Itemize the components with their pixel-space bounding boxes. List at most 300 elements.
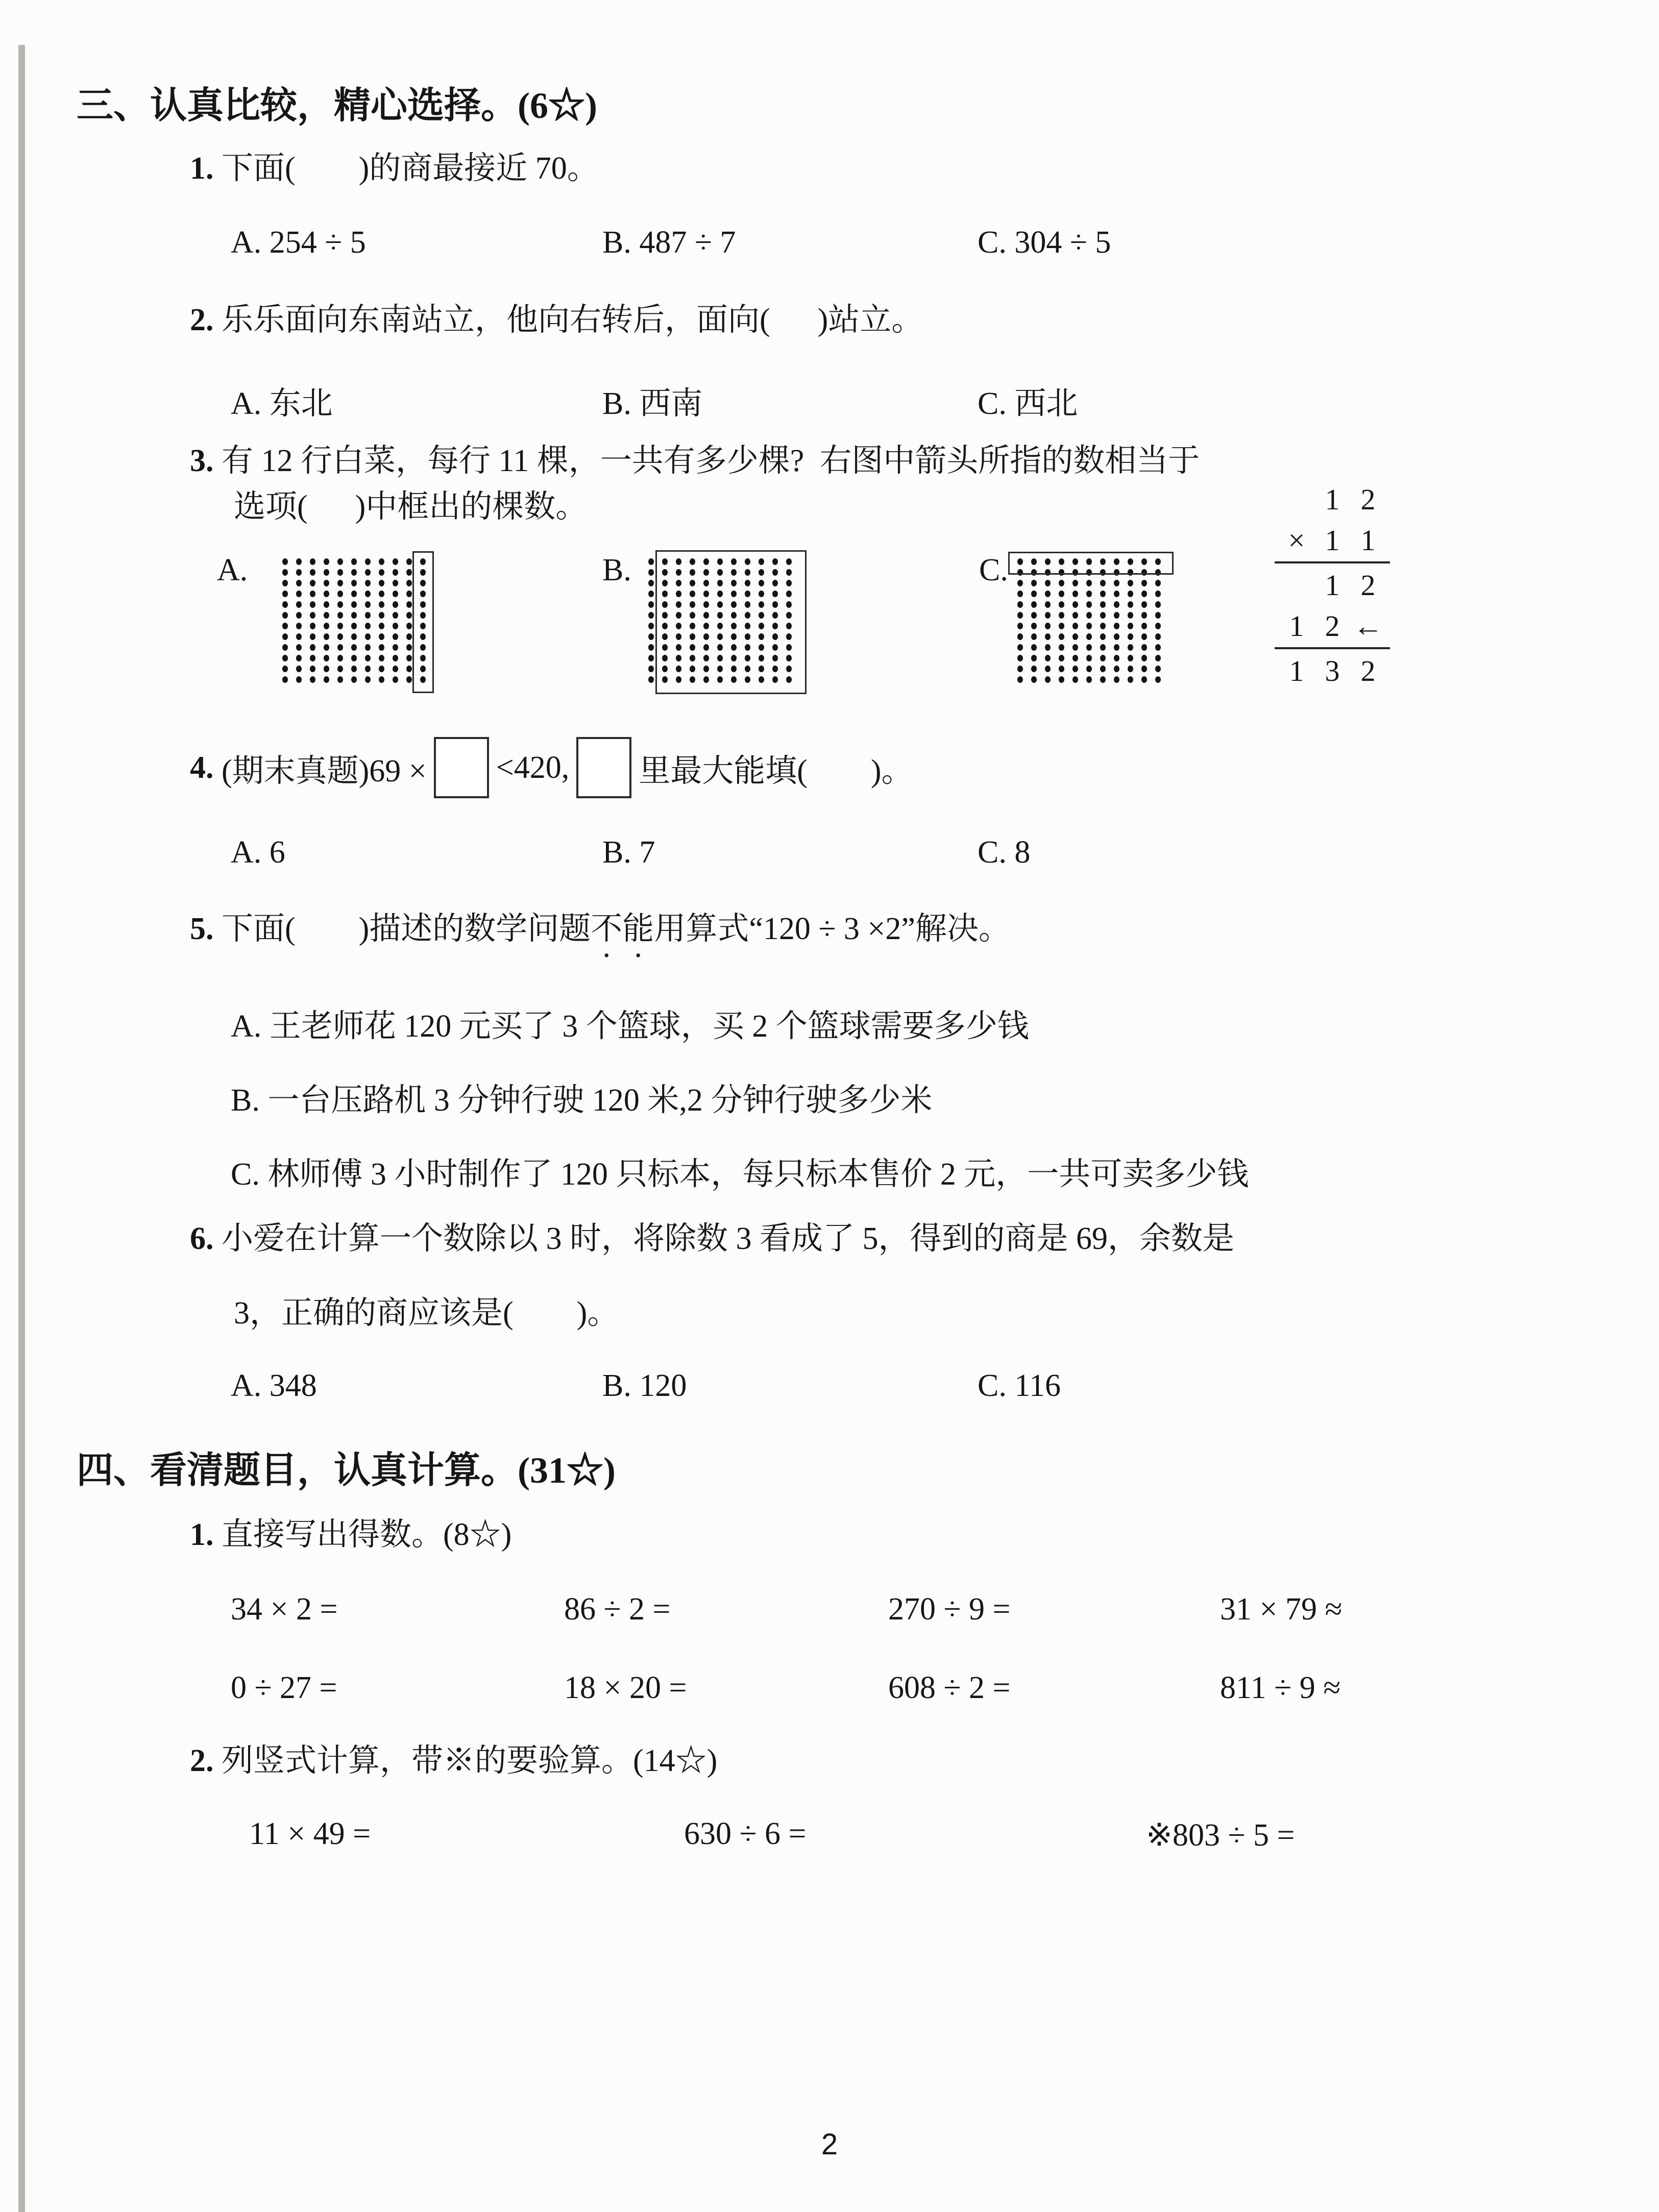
dot xyxy=(365,591,371,597)
dot xyxy=(1100,644,1106,651)
dot xyxy=(406,633,412,640)
dot xyxy=(1072,580,1078,586)
column-calc-2: 630 ÷ 6 = xyxy=(684,1816,807,1851)
dot xyxy=(296,655,302,661)
dot xyxy=(393,676,398,683)
fill-box-1 xyxy=(434,737,489,798)
dot xyxy=(1072,644,1078,651)
q6-option-c: C. 116 xyxy=(978,1368,1061,1403)
dot xyxy=(365,558,371,565)
dot xyxy=(1128,612,1133,619)
dot xyxy=(1059,633,1064,640)
dot xyxy=(1072,623,1078,629)
dot xyxy=(1086,666,1092,672)
dot xyxy=(296,633,302,640)
dot xyxy=(310,644,315,651)
question-5-number: 5. xyxy=(190,912,214,946)
dot-grid-c xyxy=(1013,556,1165,685)
dot xyxy=(351,633,357,640)
dot xyxy=(351,644,357,651)
dot xyxy=(406,655,412,661)
dot xyxy=(282,558,288,565)
q4-option-b: B. 7 xyxy=(602,835,655,870)
dot xyxy=(379,558,384,565)
q4-option-a: A. 6 xyxy=(231,835,285,870)
dot xyxy=(1017,601,1023,608)
section-three-title: 三、认真比较，精心选择。(6☆) xyxy=(77,85,597,126)
question-4-text-part1: (期末真题)69 × xyxy=(213,753,427,789)
dot xyxy=(406,623,412,629)
dot xyxy=(406,612,412,619)
dot xyxy=(1086,644,1092,651)
dot xyxy=(351,558,357,565)
dot xyxy=(1086,655,1092,661)
dot xyxy=(282,666,288,672)
dot xyxy=(1031,580,1037,586)
dot xyxy=(406,601,412,608)
dot xyxy=(1128,666,1133,672)
dot xyxy=(1155,580,1161,586)
question-3-text-line1: 有 12 行白菜，每行 11 棵，一共有多少棵? 右图中箭头所指的数相当于 xyxy=(213,444,1200,478)
dot xyxy=(310,655,315,661)
dot xyxy=(365,601,371,608)
dot xyxy=(1045,655,1051,661)
dot xyxy=(1045,580,1051,586)
dot xyxy=(1141,666,1147,672)
dot xyxy=(1114,612,1119,619)
question-3-line2: 选项( )中框出的棵数。 xyxy=(234,489,588,524)
dot xyxy=(1017,623,1023,629)
dot xyxy=(282,612,288,619)
dot xyxy=(393,633,398,640)
dot xyxy=(648,601,654,608)
mental-math-3: 270 ÷ 9 = xyxy=(888,1592,1011,1627)
dot xyxy=(1100,601,1106,608)
dot xyxy=(1072,655,1078,661)
dot xyxy=(337,612,343,619)
dot xyxy=(282,623,288,629)
dot xyxy=(310,601,315,608)
q4-option-c: C. 8 xyxy=(978,835,1031,870)
dot xyxy=(1072,612,1078,619)
q6-option-b: B. 120 xyxy=(602,1368,687,1403)
mental-math-7: 608 ÷ 2 = xyxy=(888,1670,1011,1705)
dot xyxy=(1086,612,1092,619)
dot xyxy=(1114,601,1119,608)
dot xyxy=(324,558,329,565)
question-6-line2: 3，正确的商应该是( )。 xyxy=(234,1296,619,1331)
dot xyxy=(1141,580,1147,586)
multiplication-rule-line xyxy=(1275,647,1390,649)
question-1-number: 1. xyxy=(190,151,214,186)
question-5 xyxy=(190,911,1010,964)
dot xyxy=(282,676,288,683)
dot xyxy=(1072,633,1078,640)
dot xyxy=(393,569,398,576)
multiplication-digit: 1 xyxy=(1325,482,1340,516)
dot xyxy=(1141,644,1147,651)
q2-option-c: C. 西北 xyxy=(978,386,1078,421)
section4-question-2 xyxy=(190,1743,717,1779)
multiplication-row xyxy=(1279,564,1387,605)
mental-math-1: 34 × 2 = xyxy=(231,1592,338,1627)
dot xyxy=(1031,601,1037,608)
dot xyxy=(393,580,398,586)
vertical-multiplication xyxy=(1279,479,1387,691)
dot xyxy=(1059,601,1064,608)
grid-b-label: B. xyxy=(602,553,631,587)
dot xyxy=(1141,633,1147,640)
dot xyxy=(351,623,357,629)
section-four-title: 四、看清题目，认真计算。(31☆) xyxy=(77,1450,616,1491)
dot xyxy=(310,591,315,597)
highlight-box-first-row xyxy=(1008,552,1174,575)
dot xyxy=(1100,655,1106,661)
dot xyxy=(365,655,371,661)
dot xyxy=(337,623,343,629)
dot xyxy=(1114,676,1119,683)
dot xyxy=(296,569,302,576)
dot xyxy=(1141,601,1147,608)
q5-option-c: C. 林师傅 3 小时制作了 120 只标本，每只标本售价 2 元，一共可卖多少钱 xyxy=(231,1157,1249,1192)
dot xyxy=(1128,676,1133,683)
dot xyxy=(324,666,329,672)
dot-grid-b xyxy=(644,556,796,685)
question-2-number: 2. xyxy=(190,303,214,337)
section4-q2-text: 列竖式计算，带※的要验算。(14☆) xyxy=(213,1743,718,1778)
multiplication-digit: 1 xyxy=(1289,609,1304,643)
dot xyxy=(351,580,357,586)
dot xyxy=(1059,666,1064,672)
dot xyxy=(310,580,315,586)
question-3-line1 xyxy=(190,443,1200,479)
dot xyxy=(1114,655,1119,661)
question-6-line1 xyxy=(190,1221,1234,1257)
dot xyxy=(406,666,412,672)
dot xyxy=(351,601,357,608)
dot xyxy=(324,601,329,608)
dot xyxy=(1059,591,1064,597)
multiplication-row xyxy=(1279,520,1387,560)
dot xyxy=(1141,676,1147,683)
dot xyxy=(310,633,315,640)
dot xyxy=(393,666,398,672)
dot xyxy=(1128,601,1133,608)
dot xyxy=(379,666,384,672)
dot xyxy=(1059,655,1064,661)
question-4 xyxy=(190,734,913,801)
section4-question-1 xyxy=(190,1517,511,1553)
dot xyxy=(296,623,302,629)
dot xyxy=(379,591,384,597)
dot xyxy=(324,633,329,640)
dot xyxy=(337,569,343,576)
dot xyxy=(648,580,654,586)
multiplication-digit: × xyxy=(1288,523,1305,557)
dot xyxy=(406,644,412,651)
question-6-text-line1: 小爱在计算一个数除以 3 时，将除数 3 看成了 5，得到的商是 69，余数是 xyxy=(213,1221,1235,1256)
dot xyxy=(324,612,329,619)
dot xyxy=(310,666,315,672)
dot xyxy=(648,569,654,576)
dot xyxy=(648,644,654,651)
dot xyxy=(1059,612,1064,619)
dot xyxy=(351,569,357,576)
dot xyxy=(310,676,315,683)
dot xyxy=(1128,623,1133,629)
dot xyxy=(1086,580,1092,586)
dot xyxy=(337,644,343,651)
dot xyxy=(351,655,357,661)
grid-a-label: A. xyxy=(217,553,248,587)
dot xyxy=(337,601,343,608)
dot xyxy=(1100,633,1106,640)
q1-option-c: C. 304 ÷ 5 xyxy=(978,225,1111,260)
dot xyxy=(379,569,384,576)
question-5-text-part1: 下面( )描述的数学问题 xyxy=(213,912,591,946)
dot xyxy=(648,591,654,597)
dot xyxy=(1114,644,1119,651)
dot xyxy=(337,633,343,640)
arrow-left-icon: ← xyxy=(1353,609,1383,643)
dot xyxy=(1128,633,1133,640)
dot xyxy=(282,655,288,661)
multiplication-row xyxy=(1279,605,1387,646)
dot xyxy=(379,601,384,608)
dot xyxy=(365,644,371,651)
dot xyxy=(296,591,302,597)
multiplication-digit: 3 xyxy=(1325,654,1340,687)
dot xyxy=(1155,612,1161,619)
dot xyxy=(406,676,412,683)
dot xyxy=(1045,644,1051,651)
dot xyxy=(365,623,371,629)
dot xyxy=(1045,666,1051,672)
page-number: 2 xyxy=(821,2128,838,2161)
dot xyxy=(337,591,343,597)
question-4-number: 4. xyxy=(190,750,214,785)
mental-math-8: 811 ÷ 9 ≈ xyxy=(1220,1670,1341,1705)
dot xyxy=(1155,591,1161,597)
multiplication-digit: 1 xyxy=(1325,523,1340,557)
mental-math-4: 31 × 79 ≈ xyxy=(1220,1592,1343,1627)
dot xyxy=(1128,580,1133,586)
dot xyxy=(1045,676,1051,683)
dot xyxy=(365,633,371,640)
scan-edge-artifact xyxy=(18,45,25,2212)
dot xyxy=(365,612,371,619)
dot xyxy=(337,580,343,586)
dot xyxy=(1031,676,1037,683)
dot xyxy=(282,601,288,608)
dot xyxy=(1017,676,1023,683)
mental-math-6: 18 × 20 = xyxy=(564,1670,687,1705)
dot xyxy=(1017,612,1023,619)
dot xyxy=(1031,633,1037,640)
question-5-emphasized-text: 不能 xyxy=(591,912,654,946)
dot xyxy=(296,644,302,651)
dot xyxy=(406,569,412,576)
grid-c-label: C. xyxy=(979,553,1008,587)
q6-option-a: A. 348 xyxy=(231,1368,317,1403)
dot xyxy=(1031,644,1037,651)
dot xyxy=(648,612,654,619)
dot xyxy=(324,676,329,683)
fill-box-2 xyxy=(576,737,631,798)
dot xyxy=(393,644,398,651)
dot xyxy=(1100,591,1106,597)
dot xyxy=(1031,655,1037,661)
dot xyxy=(1017,580,1023,586)
dot xyxy=(1031,666,1037,672)
dot xyxy=(337,558,343,565)
dot xyxy=(1100,676,1106,683)
question-1 xyxy=(190,151,599,187)
multiplication-digit: 2 xyxy=(1360,568,1376,602)
dot-grid-a xyxy=(278,556,430,685)
dot xyxy=(406,558,412,565)
dot xyxy=(379,633,384,640)
dot xyxy=(351,612,357,619)
multiplication-row xyxy=(1279,650,1387,691)
dot xyxy=(310,558,315,565)
dot xyxy=(365,666,371,672)
dot xyxy=(1045,612,1051,619)
q5-option-a: A. 王老师花 120 元买了 3 个篮球，买 2 个篮球需要多少钱 xyxy=(231,1009,1029,1044)
section4-q1-number: 1. xyxy=(190,1517,214,1552)
dot xyxy=(1017,666,1023,672)
dot xyxy=(1086,591,1092,597)
dot xyxy=(1086,633,1092,640)
dot xyxy=(337,655,343,661)
column-calc-1: 11 × 49 = xyxy=(249,1816,371,1851)
dot xyxy=(1114,623,1119,629)
dot xyxy=(406,580,412,586)
dot xyxy=(393,623,398,629)
dot xyxy=(1141,655,1147,661)
dot xyxy=(393,601,398,608)
dot xyxy=(1086,676,1092,683)
dot xyxy=(648,633,654,640)
dot xyxy=(296,601,302,608)
dot xyxy=(1114,633,1119,640)
dot xyxy=(393,655,398,661)
section4-q1-text: 直接写出得数。(8☆) xyxy=(213,1517,512,1552)
dot xyxy=(379,644,384,651)
dot xyxy=(1155,676,1161,683)
dot xyxy=(1100,580,1106,586)
dot xyxy=(1100,623,1106,629)
q5-option-b: B. 一台压路机 3 分钟行驶 120 米,2 分钟行驶多少米 xyxy=(231,1083,933,1118)
dot xyxy=(648,655,654,661)
dot xyxy=(393,591,398,597)
dot xyxy=(1128,655,1133,661)
section4-q2-number: 2. xyxy=(190,1743,214,1778)
dot xyxy=(1017,633,1023,640)
dot xyxy=(296,580,302,586)
dot xyxy=(1128,644,1133,651)
dot xyxy=(282,591,288,597)
dot xyxy=(1045,601,1051,608)
dot xyxy=(324,644,329,651)
multiplication-rule-line xyxy=(1275,561,1390,563)
dot xyxy=(406,591,412,597)
dot xyxy=(1114,666,1119,672)
dot xyxy=(379,623,384,629)
dot xyxy=(1072,676,1078,683)
dot xyxy=(1045,623,1051,629)
dot xyxy=(351,666,357,672)
dot xyxy=(1155,644,1161,651)
column-calc-3: ※803 ÷ 5 = xyxy=(1146,1818,1295,1853)
dot xyxy=(310,623,315,629)
dot xyxy=(1155,655,1161,661)
dot xyxy=(1155,601,1161,608)
dot xyxy=(1031,623,1037,629)
dot xyxy=(1017,644,1023,651)
multiplication-row xyxy=(1279,479,1387,520)
dot xyxy=(1045,591,1051,597)
question-6-number: 6. xyxy=(190,1221,214,1256)
dot xyxy=(1072,666,1078,672)
dot xyxy=(351,676,357,683)
dot xyxy=(1017,655,1023,661)
multiplication-digit: 2 xyxy=(1360,482,1376,516)
question-5-text-part2: 用算式“120 ÷ 3 ×2”解决。 xyxy=(654,912,1010,946)
q2-option-a: A. 东北 xyxy=(231,386,333,421)
dot xyxy=(1086,623,1092,629)
dot xyxy=(393,612,398,619)
dot xyxy=(1017,591,1023,597)
dot xyxy=(1072,601,1078,608)
multiplication-digit: 2 xyxy=(1360,654,1376,687)
mental-math-5: 0 ÷ 27 = xyxy=(231,1670,337,1705)
dot xyxy=(282,580,288,586)
highlight-box-skip-first-col xyxy=(655,550,807,694)
dot xyxy=(1059,676,1064,683)
dot xyxy=(324,580,329,586)
dot xyxy=(379,580,384,586)
dot xyxy=(648,558,654,565)
dot xyxy=(1086,601,1092,608)
dot xyxy=(648,623,654,629)
dot xyxy=(351,591,357,597)
dot xyxy=(337,676,343,683)
dot xyxy=(648,676,654,683)
dot xyxy=(1072,591,1078,597)
multiplication-digit: 1 xyxy=(1325,568,1340,602)
dot xyxy=(1100,612,1106,619)
dot xyxy=(1141,591,1147,597)
dot xyxy=(648,666,654,672)
question-2-text: 乐乐面向东南站立，他向右转后，面向( )站立。 xyxy=(213,303,923,337)
dot xyxy=(324,655,329,661)
dot xyxy=(379,676,384,683)
dot xyxy=(379,655,384,661)
dot xyxy=(1155,633,1161,640)
dot xyxy=(365,580,371,586)
dot xyxy=(1059,644,1064,651)
dot xyxy=(1155,666,1161,672)
dot xyxy=(324,591,329,597)
dot xyxy=(1031,591,1037,597)
dot xyxy=(365,676,371,683)
dot xyxy=(296,666,302,672)
question-4-text-part2: <420, xyxy=(496,750,570,785)
multiplication-digit: 1 xyxy=(1289,654,1304,687)
dot xyxy=(1045,633,1051,640)
dot xyxy=(1128,591,1133,597)
